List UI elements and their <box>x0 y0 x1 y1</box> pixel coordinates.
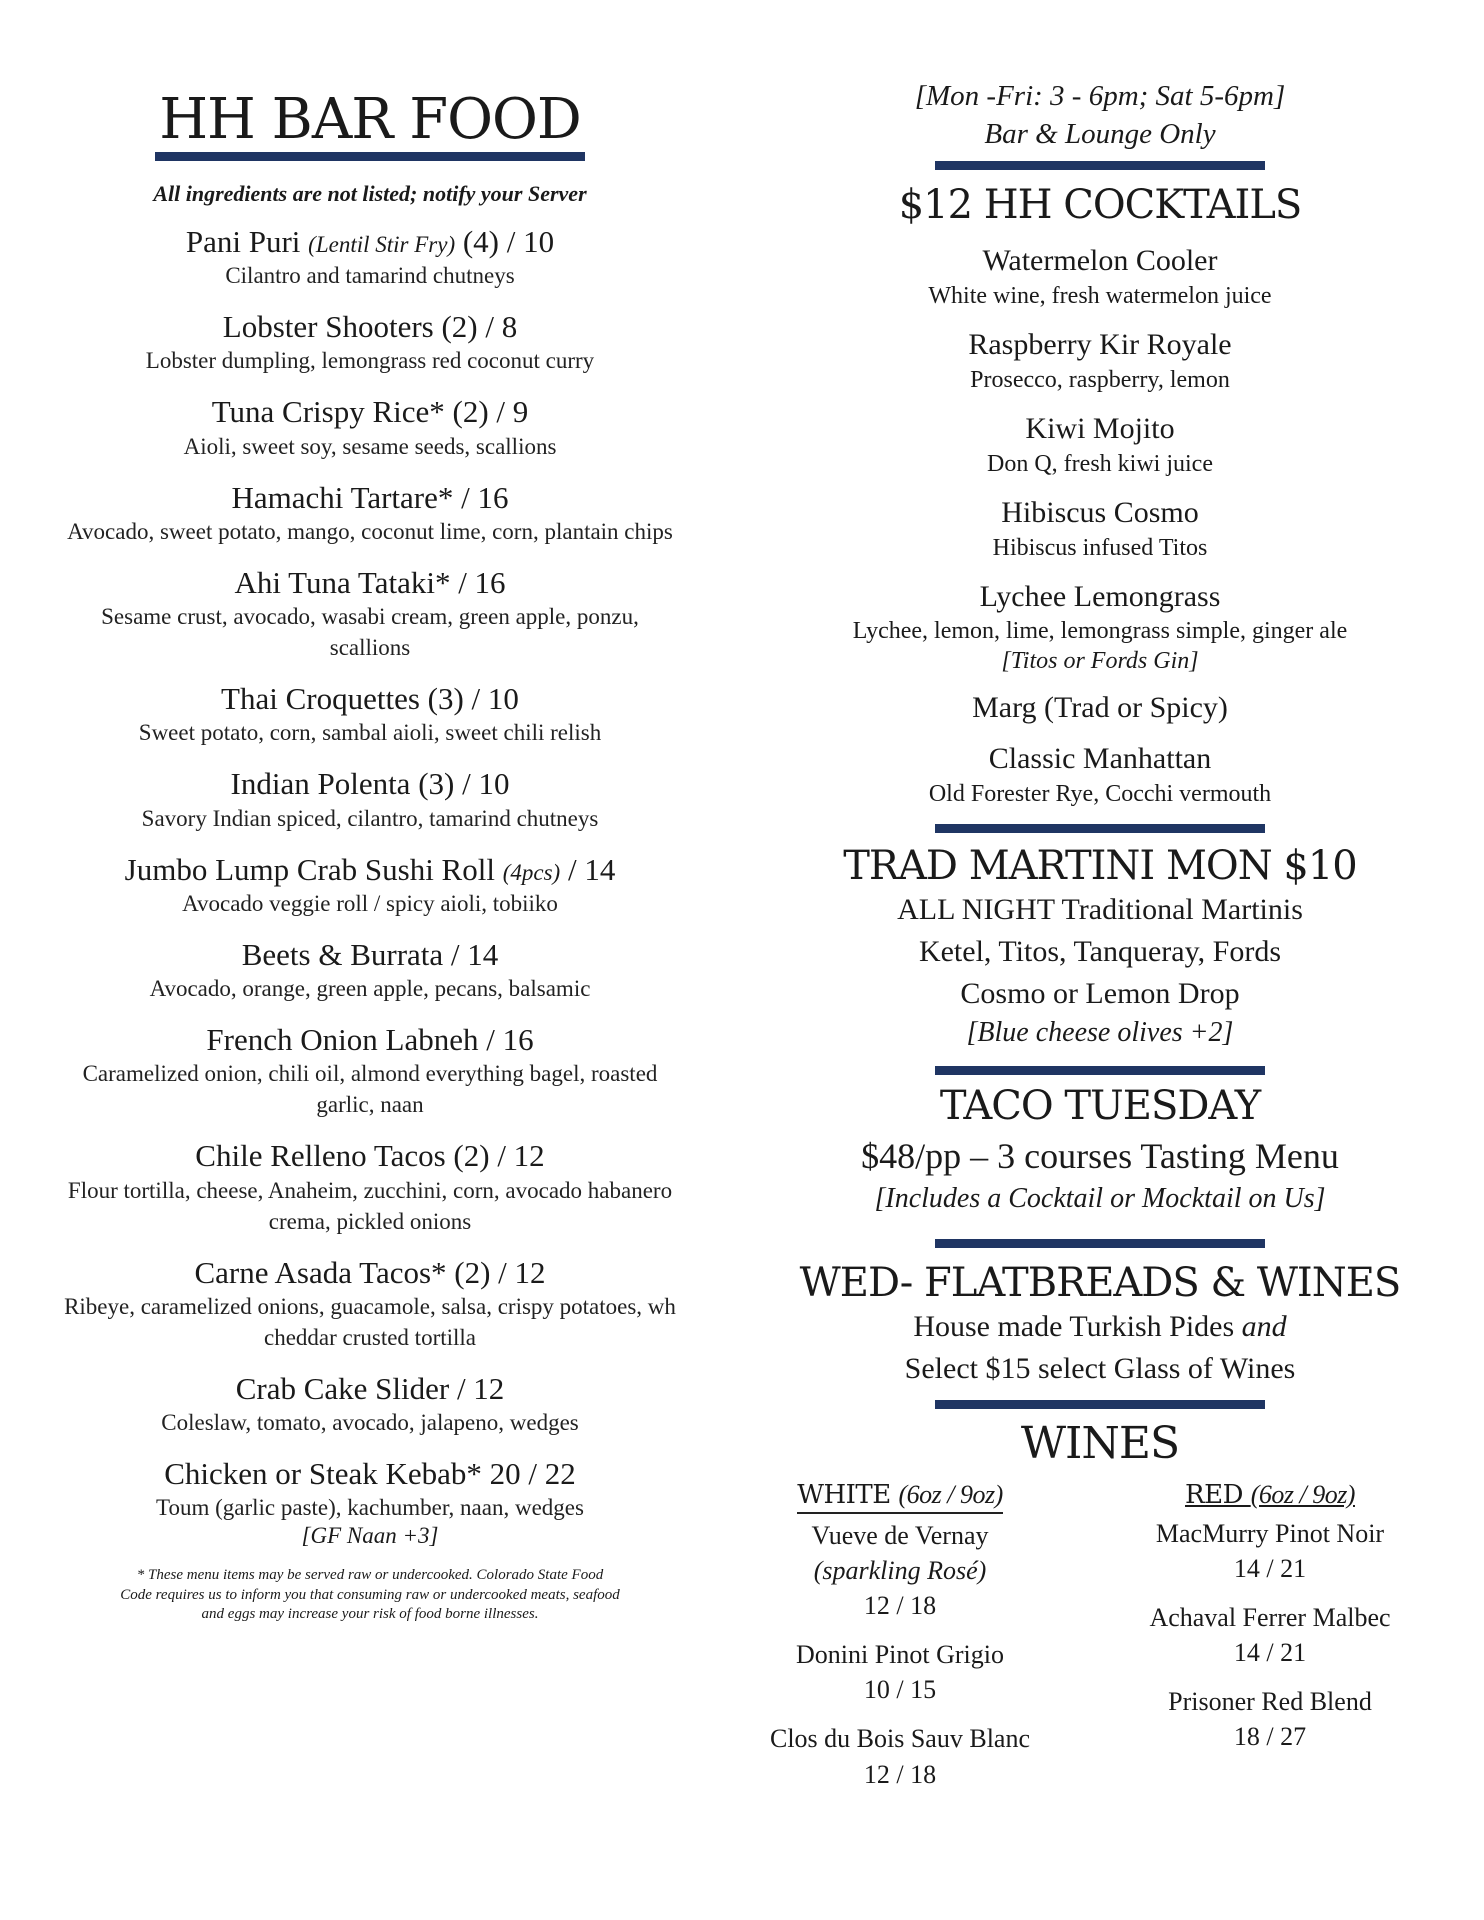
food-item-description: Aioli, sweet soy, sesame seeds, scallions <box>183 433 557 459</box>
white-wine-list <box>750 1518 1050 1792</box>
martini-title: TRAD MARTINI MON $10 <box>843 843 1357 890</box>
wed-line-1 <box>760 1306 1440 1348</box>
wine-item <box>750 1721 1050 1791</box>
food-item-description: Lobster dumpling, lemongrass red coconut curry <box>145 348 595 374</box>
cocktail-name: Hibiscus Cosmo <box>1001 496 1199 530</box>
cocktail-note: [Titos or Fords Gin] <box>1001 647 1199 674</box>
white-sizes: (6oz / 9oz) <box>898 1479 1003 1509</box>
food-item-name <box>60 393 680 430</box>
cocktail-item <box>760 494 1440 564</box>
cocktail-name: Classic Manhattan <box>988 742 1212 776</box>
red-wines-header <box>1185 1480 1355 1512</box>
wed-line-1-text: House made Turkish Pides <box>913 1310 1242 1344</box>
food-item-name <box>60 765 680 802</box>
food-item-name <box>60 1137 680 1174</box>
wine-price: 18 / 27 <box>1233 1722 1307 1752</box>
food-item <box>60 680 680 748</box>
food-item <box>60 851 680 919</box>
cocktail-list <box>760 242 1440 810</box>
food-item-title: Indian Polenta (3) / 10 <box>230 766 510 802</box>
raw-food-disclaimer: * These menu items may be served raw or undercooked. Colorado State Food Code requires us to inform you that consuming raw or undercooked meats, seafood and eggs may increase your risk of food borne illnesses. <box>120 1567 620 1623</box>
drinks-column <box>760 0 1440 1792</box>
wine-price: 12 / 18 <box>863 1759 937 1789</box>
food-item-description: Cilantro and tamarind chutneys <box>225 263 515 289</box>
happy-hour-times: [Mon -Fri: 3 - 6pm; Sat 5-6pm] <box>914 80 1286 112</box>
wine-name: Achaval Ferrer Malbec <box>1149 1603 1391 1633</box>
divider-rule <box>935 1239 1265 1248</box>
taco-line: $48/pp – 3 courses Tasting Menu <box>861 1135 1339 1176</box>
cocktail-name: Watermelon Cooler <box>982 244 1218 278</box>
food-item <box>60 1254 680 1353</box>
wines-title: WINES <box>1020 1418 1180 1470</box>
wines-list <box>760 1480 1440 1792</box>
food-item-title: Ahi Tuna Tataki* / 16 <box>234 564 506 600</box>
cocktail-name: Kiwi Mojito <box>1025 412 1175 446</box>
wine-price: 12 / 18 <box>863 1591 937 1621</box>
food-item-title: Beets & Burrata / 14 <box>241 936 499 972</box>
food-item-title: Lobster Shooters (2) / 8 <box>222 309 518 345</box>
martini-note: [Blue cheese olives +2] <box>966 1017 1234 1049</box>
wine-style: (sparkling Rosé) <box>813 1556 987 1586</box>
wine-name: Donini Pinot Grigio <box>795 1640 1004 1670</box>
food-item-description: Caramelized onion, chili oil, almond everything bagel, roasted garlic, naan <box>82 1061 658 1118</box>
bar-food-header <box>60 87 680 152</box>
cocktail-item <box>760 578 1440 675</box>
white-wines-header <box>797 1480 1003 1514</box>
cocktail-name: Lychee Lemongrass <box>979 579 1221 613</box>
food-item-title: Chicken or Steak Kebab* 20 / 22 <box>164 1456 576 1492</box>
martini-line-3: Cosmo or Lemon Drop <box>960 977 1240 1011</box>
bar-food-column <box>60 0 680 1625</box>
happy-hour-location: Bar & Lounge Only <box>984 117 1216 150</box>
food-item <box>60 564 680 663</box>
food-item-name <box>60 1370 680 1407</box>
food-list <box>60 223 680 1549</box>
food-item-title: Tuna Crispy Rice* (2) / 9 <box>211 394 529 430</box>
wine-name: MacMurry Pinot Noir <box>1155 1518 1385 1548</box>
food-item-description: Sesame crust, avocado, wasabi cream, green apple, ponzu, scallions <box>101 604 639 661</box>
white-label: WHITE <box>797 1479 899 1510</box>
food-item-note: [GF Naan +3] <box>301 1523 439 1549</box>
food-item-name <box>60 1455 680 1492</box>
food-item-title: Jumbo Lump Crab Sushi Roll <box>124 851 503 887</box>
food-item-description: Ribeye, caramelized onions, guacamole, salsa, crispy potatoes, wh cheddar crusted tortilla <box>64 1293 676 1350</box>
divider-rule <box>935 161 1265 170</box>
food-item-description: Avocado veggie roll / spicy aioli, tobiiko <box>182 890 558 916</box>
food-item-title: Chile Relleno Tacos (2) / 12 <box>195 1138 545 1174</box>
cocktail-description: Old Forester Rye, Cocchi vermouth <box>928 780 1272 807</box>
food-item-name <box>60 308 680 345</box>
food-item <box>60 308 680 376</box>
wine-price: 14 / 21 <box>1233 1554 1307 1584</box>
food-item-name <box>60 936 680 973</box>
food-item-description: Avocado, sweet potato, mango, coconut lime, corn, plantain chips <box>67 518 673 544</box>
food-item-name <box>60 1021 680 1058</box>
wine-price: 10 / 15 <box>863 1675 937 1705</box>
wed-title: WED- FLATBREADS & WINES <box>799 1260 1401 1307</box>
cocktail-item <box>760 326 1440 396</box>
food-item-title: Crab Cake Slider / 12 <box>235 1371 505 1406</box>
food-item-portion: (Lentil Stir Fry) <box>308 232 456 257</box>
taco-note: [Includes a Cocktail or Mocktail on Us] <box>874 1183 1326 1214</box>
food-item <box>60 479 680 547</box>
food-item-name <box>60 564 680 601</box>
wine-item <box>1120 1684 1420 1754</box>
wed-line-2: Select $15 select Glass of Wines <box>904 1352 1296 1386</box>
wine-name: Vueve de Vernay <box>811 1520 989 1550</box>
food-item <box>60 223 680 291</box>
food-item <box>60 765 680 833</box>
cocktail-description: Don Q, fresh kiwi juice <box>987 450 1213 477</box>
cocktail-description: Lychee, lemon, lime, lemongrass simple, ginger ale <box>852 618 1348 645</box>
divider-rule <box>935 1400 1265 1409</box>
food-item-description: Coleslaw, tomato, avocado, jalapeno, wedges <box>161 1410 579 1436</box>
wine-name: Clos du Bois Sauv Blanc <box>769 1724 1030 1754</box>
wine-item <box>750 1637 1050 1707</box>
food-item-description: Sweet potato, corn, sambal aioli, sweet chili relish <box>138 720 602 746</box>
red-wine-list <box>1120 1516 1420 1755</box>
divider-rule <box>935 824 1265 833</box>
wine-item <box>1120 1600 1420 1670</box>
food-item <box>60 1137 680 1236</box>
red-wines-column <box>1120 1480 1420 1792</box>
divider-rule <box>935 1066 1265 1075</box>
title-underline <box>155 152 585 161</box>
food-item-title: Carne Asada Tacos* (2) / 12 <box>194 1254 546 1290</box>
food-item-name <box>60 479 680 516</box>
food-item-name <box>60 680 680 717</box>
food-item <box>60 393 680 461</box>
food-item <box>60 1370 680 1438</box>
white-wines-column <box>750 1480 1050 1792</box>
food-item-description: Flour tortilla, cheese, Anaheim, zucchini, corn, avocado habanero crema, pickled onions <box>67 1177 673 1234</box>
martini-line-1: ALL NIGHT Traditional Martinis <box>897 893 1303 927</box>
food-item-name <box>60 851 680 888</box>
food-item-description: Toum (garlic paste), kachumber, naan, wedges <box>156 1495 584 1521</box>
ingredients-note: All ingredients are not listed; notify your Server <box>153 181 587 206</box>
food-item-description: Avocado, orange, green apple, pecans, balsamic <box>149 976 591 1002</box>
cocktail-description: Hibiscus infused Titos <box>992 534 1208 561</box>
food-item-title: Thai Croquettes (3) / 10 <box>221 681 519 717</box>
cocktail-description: White wine, fresh watermelon juice <box>928 282 1272 309</box>
wed-line-1-and: and <box>1241 1310 1287 1344</box>
bar-food-title: HH BAR FOOD <box>159 87 581 152</box>
food-item-name <box>60 1254 680 1291</box>
wine-item <box>1120 1516 1420 1586</box>
cocktail-item <box>760 689 1440 727</box>
wine-price: 14 / 21 <box>1233 1638 1307 1668</box>
food-item-description: Savory Indian spiced, cilantro, tamarind chutneys <box>141 805 599 831</box>
red-label: RED <box>1185 1479 1251 1510</box>
food-item-price: / 14 <box>560 851 616 887</box>
cocktail-name: Marg (Trad or Spicy) <box>972 690 1228 724</box>
cocktails-title: $12 HH COCKTAILS <box>898 182 1302 229</box>
taco-title: TACO TUESDAY <box>939 1082 1261 1129</box>
food-item-price: (4) / 10 <box>455 224 555 259</box>
food-item-name <box>60 223 680 260</box>
wine-name: Prisoner Red Blend <box>1168 1687 1372 1717</box>
martini-line-2: Ketel, Titos, Tanqueray, Fords <box>918 935 1282 969</box>
cocktail-item <box>760 242 1440 312</box>
cocktail-item <box>760 410 1440 480</box>
food-item-title: Hamachi Tartare* / 16 <box>231 479 509 515</box>
food-item-portion: (4pcs) <box>502 859 561 885</box>
food-item-title: Pani Puri <box>185 224 309 259</box>
wine-item <box>750 1518 1050 1623</box>
cocktail-description: Prosecco, raspberry, lemon <box>970 366 1230 393</box>
cocktail-name: Raspberry Kir Royale <box>968 328 1232 362</box>
food-item-title: French Onion Labneh / 16 <box>206 1022 534 1058</box>
cocktail-item <box>760 740 1440 810</box>
red-sizes: (6oz / 9oz) <box>1250 1479 1355 1509</box>
food-item <box>60 1021 680 1120</box>
food-item <box>60 936 680 1004</box>
food-item <box>60 1455 680 1549</box>
